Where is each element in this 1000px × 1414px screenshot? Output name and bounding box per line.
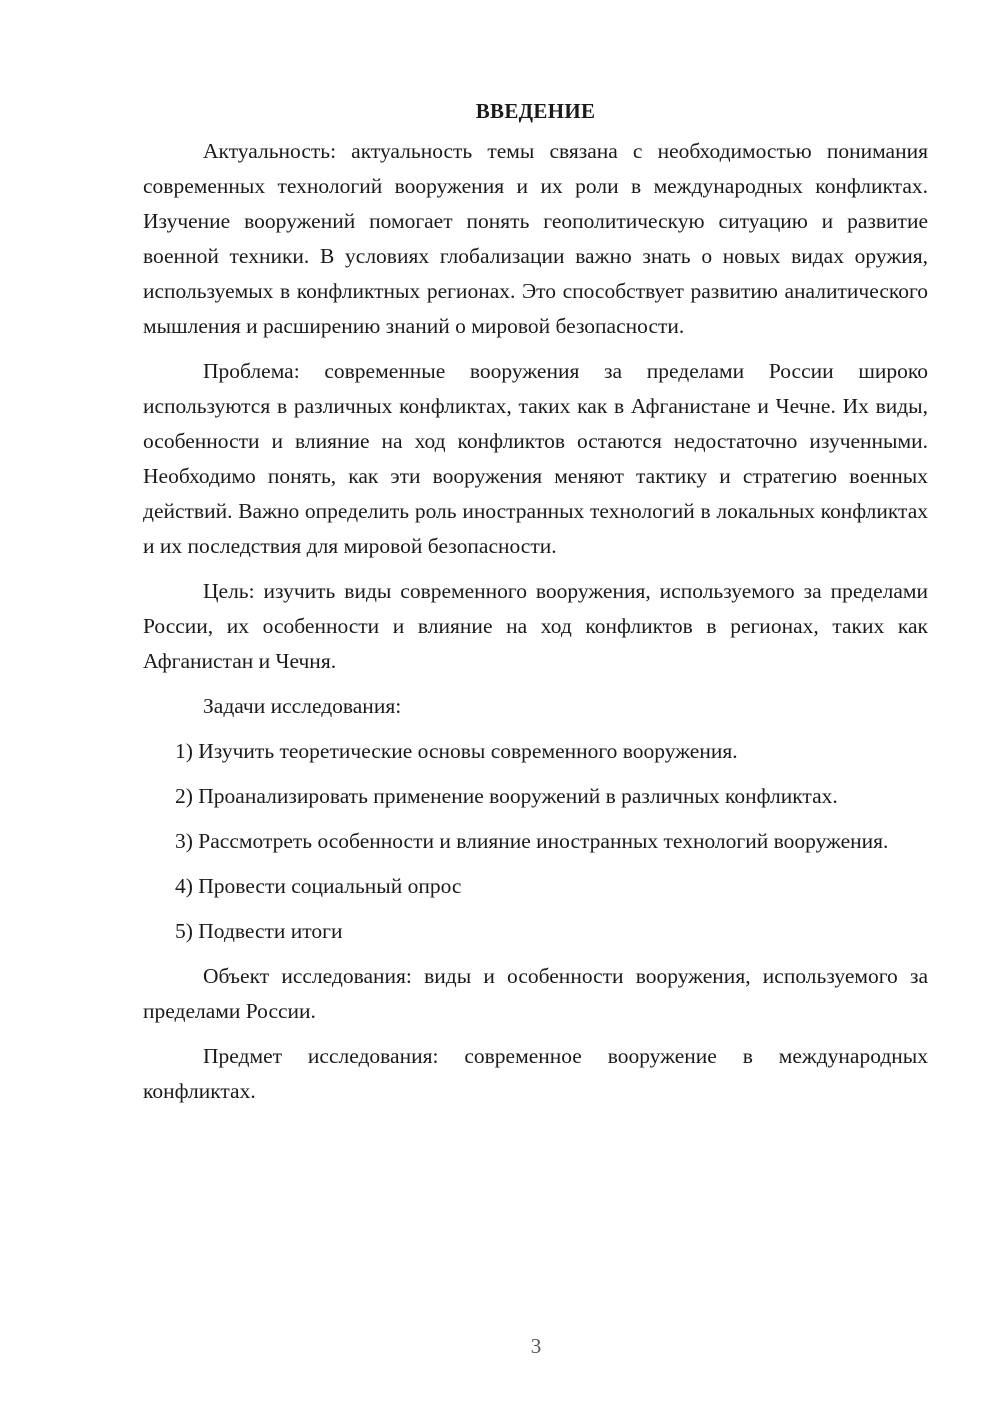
section-title: ВВЕДЕНИЕ (475, 99, 596, 123)
paragraph-object: Объект исследования: виды и особенности вооружения, используемого за пределами России. (143, 964, 928, 1023)
list-item: 3) Рассмотреть особенности и влияние иностранных технологий вооружения. (175, 829, 889, 853)
list-item: 4) Провести социальный опрос (175, 874, 462, 898)
list-item: 1) Изучить теоретические основы современного вооружения. (175, 739, 738, 763)
paragraph-subject: Предмет исследования: современное вооружение в международных конфликтах. (143, 1044, 928, 1103)
paragraph-relevance: Актуальность: актуальность темы связана с необходимостью понимания современных технологий вооружения и их роли в международных конфликтах. Изучение вооружений помогает понять геополитическую ситуацию и развитие военной техники. В условиях глобализации важно знать о новых видах оружия, используемых в конфликтных регионах. Это способствует развитию аналитического мышления и расширению знаний о мировой безопасности. (143, 139, 928, 338)
tasks-list (143, 734, 928, 949)
page-number: 3 (530, 1334, 542, 1358)
paragraph-problem: Проблема: современные вооружения за пределами России широко используются в различных конфликтах, таких как в Афганистане и Чечне. Их виды, особенности и влияние на ход конфликтов остаются недостаточно изученными. Необходимо понять, как эти вооружения меняют тактику и стратегию военных действий. Важно определить роль иностранных технологий в локальных конфликтах и их последствия для мировой безопасности. (143, 359, 928, 558)
paragraph-goal: Цель: изучить виды современного вооружения, используемого за пределами России, их особенности и влияние на ход конфликтов в регионах, таких как Афганистан и Чечня. (143, 579, 928, 673)
document-page (143, 96, 928, 1119)
tasks-heading: Задачи исследования: (203, 694, 402, 718)
list-item: 5) Подвести итоги (175, 919, 343, 943)
list-item: 2) Проанализировать применение вооружений в различных конфликтах. (175, 784, 838, 808)
